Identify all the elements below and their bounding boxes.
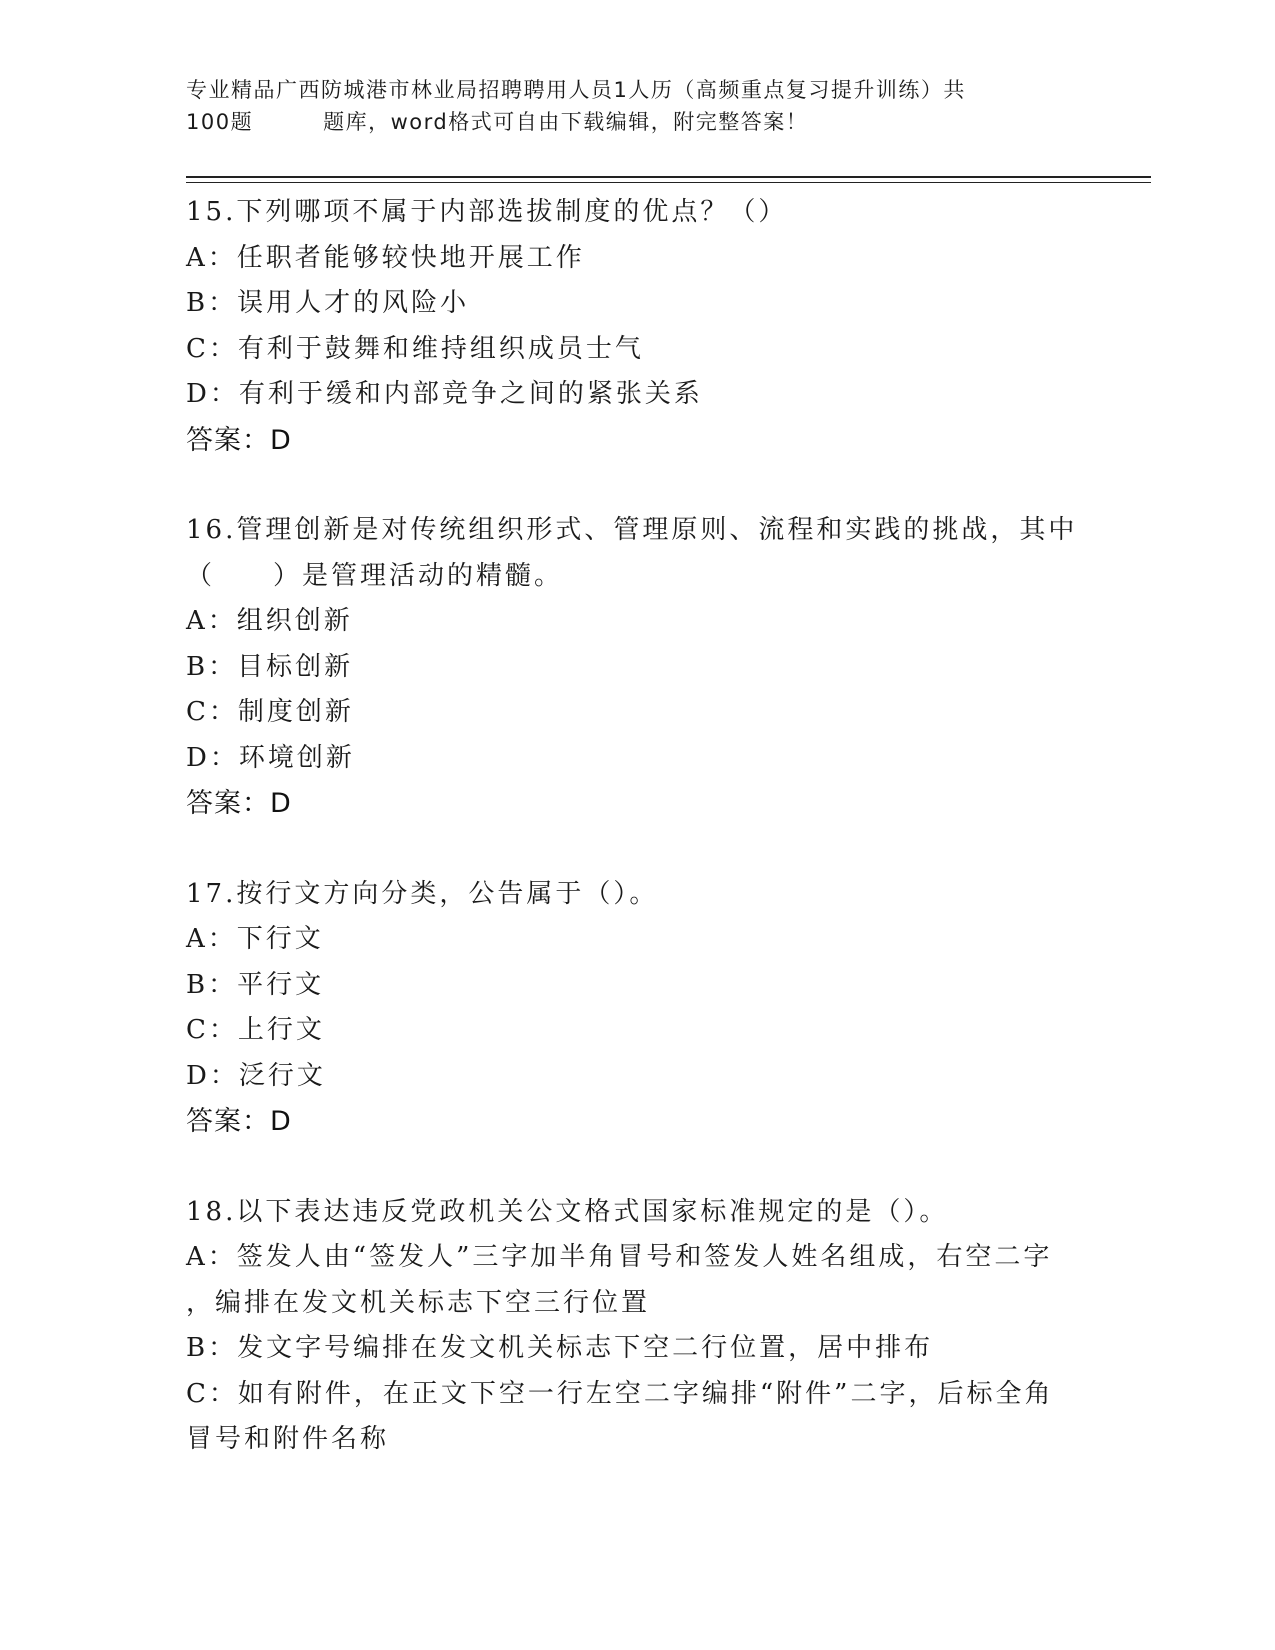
header-line-2 bbox=[186, 106, 1066, 138]
answer-option: B：平行文 bbox=[186, 969, 325, 1000]
answer-option: A：签发人由“签发人”三字加半角冒号和签发人姓名组成，右空二字 bbox=[186, 1242, 1053, 1272]
header-count: 100题 bbox=[186, 110, 254, 134]
answer-option: 冒号和附件名称 bbox=[186, 1424, 390, 1454]
question-stem: （ ）是管理活动的精髓。 bbox=[186, 560, 564, 591]
answer-option: C：如有附件，在正文下空一行左空二字编排“附件”二字，后标全角 bbox=[186, 1378, 1054, 1409]
answer-option: B：目标创新 bbox=[186, 651, 354, 682]
answer-option: C：制度创新 bbox=[186, 697, 354, 727]
answer-option: C：上行文 bbox=[186, 1015, 325, 1045]
question-stem: 15.下列哪项不属于内部选拔制度的优点？（） bbox=[186, 197, 788, 227]
answer-option: A：任职者能够较快地开展工作 bbox=[186, 242, 585, 273]
header-description: 题库，word格式可自由下载编辑，附完整答案！ bbox=[323, 110, 809, 134]
question-stem: 18.以下表达违反党政机关公文格式国家标准规定的是（）。 bbox=[186, 1196, 949, 1227]
answer-key: 答案：D bbox=[186, 424, 292, 456]
answer-option: B：误用人才的风险小 bbox=[186, 288, 470, 318]
question-block bbox=[186, 1190, 1086, 1463]
answer-option: B：发文字号编排在发文机关标志下空二行位置，居中排布 bbox=[186, 1333, 934, 1363]
answer-key: 答案：D bbox=[186, 1106, 292, 1137]
answer-key: 答案：D bbox=[186, 788, 292, 819]
question-block bbox=[186, 872, 1086, 1145]
header-rule-thin bbox=[186, 182, 1151, 183]
answer-option: A：下行文 bbox=[186, 924, 324, 954]
question-block bbox=[186, 190, 1086, 463]
answer-option: C：有利于鼓舞和维持组织成员士气 bbox=[186, 333, 644, 364]
header-rule-thick bbox=[186, 176, 1151, 178]
question-block bbox=[186, 508, 1086, 827]
question-stem: 17.按行文方向分类，公告属于（）。 bbox=[186, 878, 659, 909]
answer-option: D：环境创新 bbox=[186, 742, 355, 773]
header-line-1: 专业精品广西防城港市林业局招聘聘用人员1人历（高频重点复习提升训练）共 bbox=[186, 78, 966, 102]
answer-option: D：泛行文 bbox=[186, 1060, 326, 1091]
answer-option: A：组织创新 bbox=[186, 606, 353, 636]
answer-option: ，编排在发文机关标志下空三行位置 bbox=[186, 1287, 651, 1318]
answer-option: D：有利于缓和内部竞争之间的紧张关系 bbox=[186, 379, 703, 409]
question-stem: 16.管理创新是对传统组织形式、管理原则、流程和实践的挑战，其中 bbox=[186, 515, 1078, 545]
page-header bbox=[186, 74, 1066, 138]
question-list bbox=[186, 190, 1086, 1508]
